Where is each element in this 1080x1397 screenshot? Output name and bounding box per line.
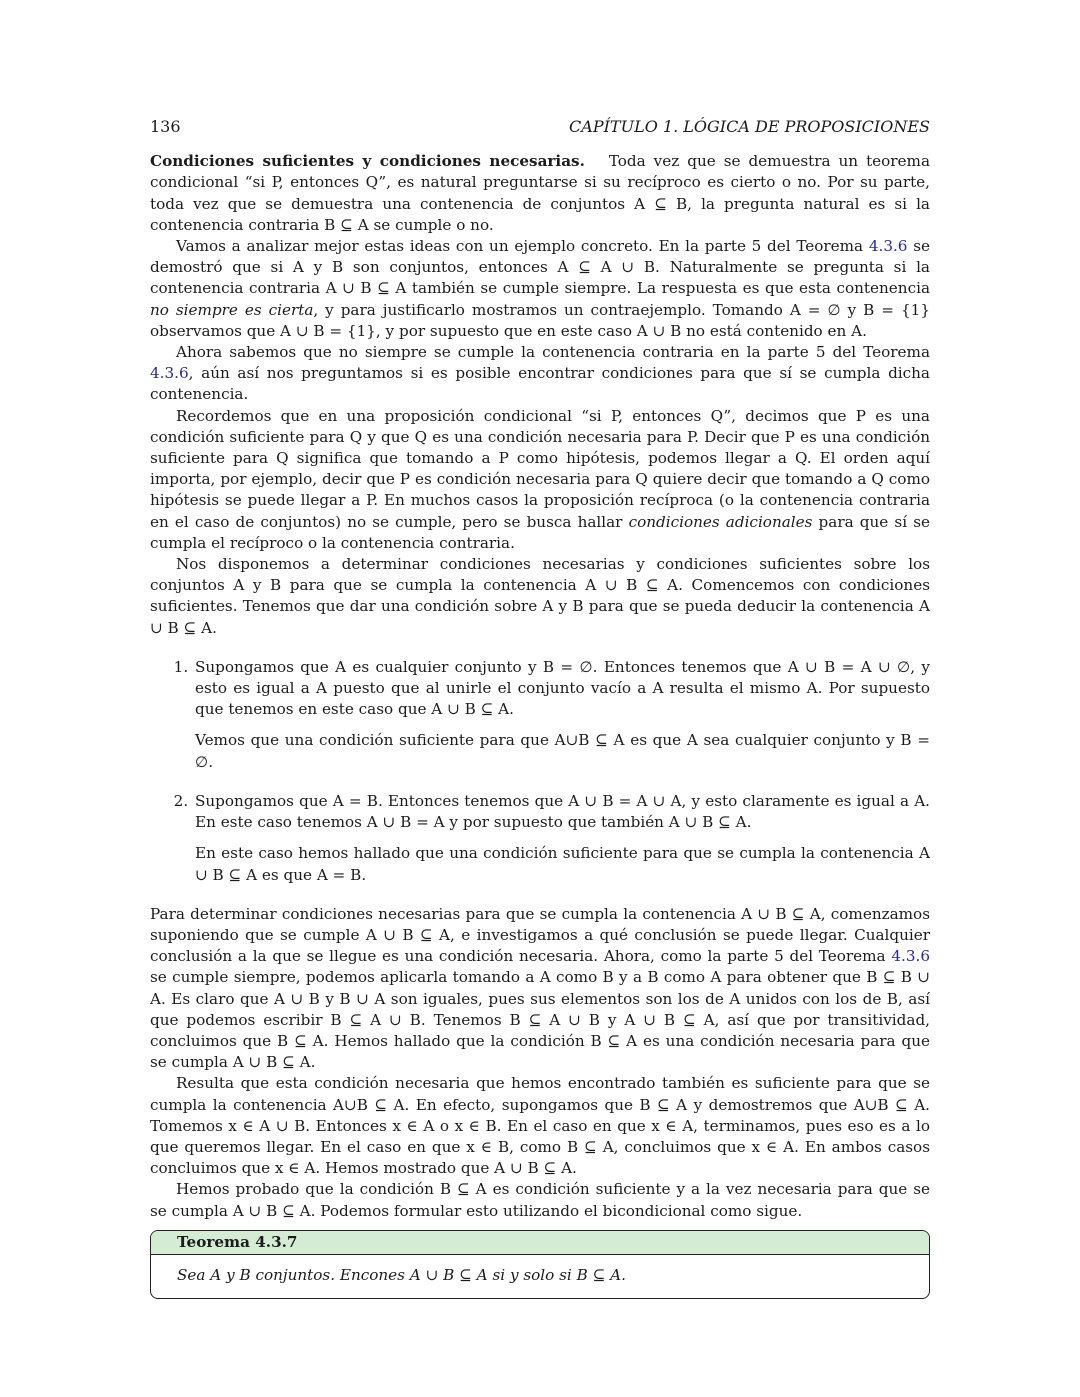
- emphasis-text: no siempre es cierta: [150, 300, 314, 319]
- theorem-reference-link[interactable]: 4.3.6: [891, 947, 930, 966]
- paragraph-text: se demostró que si A y B son conjuntos, entonces A ⊆ A ∪ B. Naturalmente se pregunta si la contenencia contraria A ∪ B ⊆ A también se cumple siempre. La respuesta es que esta contenencia: [150, 237, 930, 298]
- list-item: [193, 657, 930, 773]
- theorem-reference-link[interactable]: 4.3.6: [150, 364, 189, 383]
- paragraph-text: para que sí se cumpla el recíproco o la contenencia contraria.: [150, 512, 930, 552]
- paragraph: Hemos probado que la condición B ⊆ A es condición suficiente y a la vez necesaria para que se se cumpla A ∪ B ⊆ A. Podemos formular esto utilizando el bicondicional como sigue.: [150, 1180, 930, 1220]
- paragraph: [150, 236, 930, 342]
- paragraph: [150, 904, 930, 1074]
- paragraph: Resulta que esta condición necesaria que hemos encontrado también es suficiente para que se cumpla la contenencia A∪B ⊆ A. En efecto, supongamos que B ⊆ A y demostremos que A∪B ⊆ A. Tomemos x ∈ A ∪ B. Entonces x ∈ A o x ∈ B. En el caso en que x ∈ A, terminamos, pues eso es a lo que queremos llegar. En el caso en que x ∈ B, como B ⊆ A, concluimos que x ∈ A. En ambos casos concluimos que x ∈ A. Hemos mostrado que A ∪ B ⊆ A.: [150, 1074, 930, 1178]
- list-item-text: 2. Supongamos que A = B. Entonces tenemos que A ∪ B = A ∪ A, y esto claramente es igual a A. En este caso tenemos A ∪ B = A y por supuesto que también A ∪ B ⊆ A.: [195, 791, 930, 832]
- list-item-note: En este caso hemos hallado que una condición suficiente para que se cumpla la contenencia A ∪ B ⊆ A es que A = B.: [195, 844, 930, 884]
- theorem-box: [150, 1230, 930, 1299]
- paragraph: [150, 342, 930, 406]
- emphasis-text: condiciones adicionales: [628, 512, 813, 531]
- paragraph: [150, 406, 930, 554]
- paragraph-text: Toda vez que se demuestra un teorema condicional “si P, entonces Q”, es natural preguntarse si su recíproco es cierto o no. Por su parte, toda vez que se demuestra una contenencia de conjuntos A ⊆ B, la pregunta natural es si la contenencia contraria B ⊆ A se cumple o no.: [150, 152, 931, 234]
- section-heading: Condiciones suficientes y condiciones necesarias.: [150, 152, 585, 171]
- paragraph-text: Recordemos que en una proposición condicional “si P, entonces Q”, decimos que P es una condición suficiente para Q y que Q es una condición necesaria para P. Decir que P es una condición suficiente para Q significa que tomando a P como hipótesis, podemos llegar a Q. El orden aquí importa, por ejemplo, decir que P es condición necesaria para Q quiere decir que tomando a Q como hipótesis se puede llegar a P. En muchos casos la proposición recíproca (o la contenencia contraria en el caso de conjuntos) no se cumple, pero se busca hallar: [150, 406, 930, 531]
- theorem-statement: Sea A y B conjuntos. Encones A ∪ B ⊆ A si y solo si B ⊆ A.: [177, 1265, 626, 1284]
- paragraph: Nos disponemos a determinar condiciones necesarias y condiciones suficientes sobre los conjuntos A y B para que se cumpla la contenencia A ∪ B ⊆ A. Comencemos con condiciones suficientes. Tenemos que dar una condición sobre A y B para que se pueda deducir la contenencia A ∪ B ⊆ A.: [150, 555, 930, 637]
- numbered-list: [150, 657, 930, 886]
- theorem-title: Teorema 4.3.7: [151, 1231, 929, 1255]
- chapter-title: CAPÍTULO 1. LÓGICA DE PROPOSICIONES: [569, 117, 930, 136]
- paragraph-text: Ahora sabemos que no siempre se cumple la contenencia contraria en la parte 5 del Teorema: [176, 343, 930, 362]
- paragraph-text: se cumple siempre, podemos aplicarla tomando a A como B y a B como A para obtener que B ⊆ B ∪ A. Es claro que A ∪ B y B ∪ A son iguales, pues sus elementos son los de A unidos con los de B, así que podemos escribir B ⊆ A ∪ B. Tenemos B ⊆ A ∪ B y A ∪ B ⊆ A, así que por transitividad, concluimos que B ⊆ A. Hemos hallado que la condición B ⊆ A es una condición necesaria para que se cumpla A ∪ B ⊆ A.: [150, 968, 930, 1072]
- paragraph-text: , y para justificarlo mostramos un contraejemplo. Tomando A = ∅ y B = {1} observamos que A ∪ B = {1}, y por supuesto que en este caso A ∪ B no está contenido en A.: [150, 300, 930, 340]
- paragraph-text: Vamos a analizar mejor estas ideas con un ejemplo concreto. En la parte 5 del Teorema: [176, 237, 869, 256]
- paragraph-intro: [150, 151, 930, 236]
- page-number: 136: [150, 117, 181, 136]
- paragraph-text: , aún así nos preguntamos si es posible encontrar condiciones para que sí se cumpla dicha contenencia.: [150, 364, 930, 404]
- paragraph-text: Para determinar condiciones necesarias para que se cumpla la contenencia A ∪ B ⊆ A, comenzamos suponiendo que se cumple A ∪ B ⊆ A, e investigamos a qué conclusión se puede llegar. Cualquier conclusión a la que se llegue es una condición necesaria. Ahora, como la parte 5 del Teorema: [150, 904, 930, 966]
- theorem-reference-link[interactable]: 4.3.6: [868, 237, 908, 256]
- list-item-note: Vemos que una condición suficiente para que A∪B ⊆ A es que A sea cualquier conjunto y B = ∅.: [195, 731, 930, 771]
- list-item-text: 1. Supongamos que A es cualquier conjunto y B = ∅. Entonces tenemos que A ∪ B = A ∪ ∅, y esto es igual a A puesto que al unirle el conjunto vacío a A resulta el mismo A. Por supuesto que tenemos en este caso que A ∪ B ⊆ A.: [195, 657, 930, 719]
- list-item: [193, 791, 930, 886]
- page-body: [150, 116, 930, 1299]
- page-header: [150, 116, 930, 137]
